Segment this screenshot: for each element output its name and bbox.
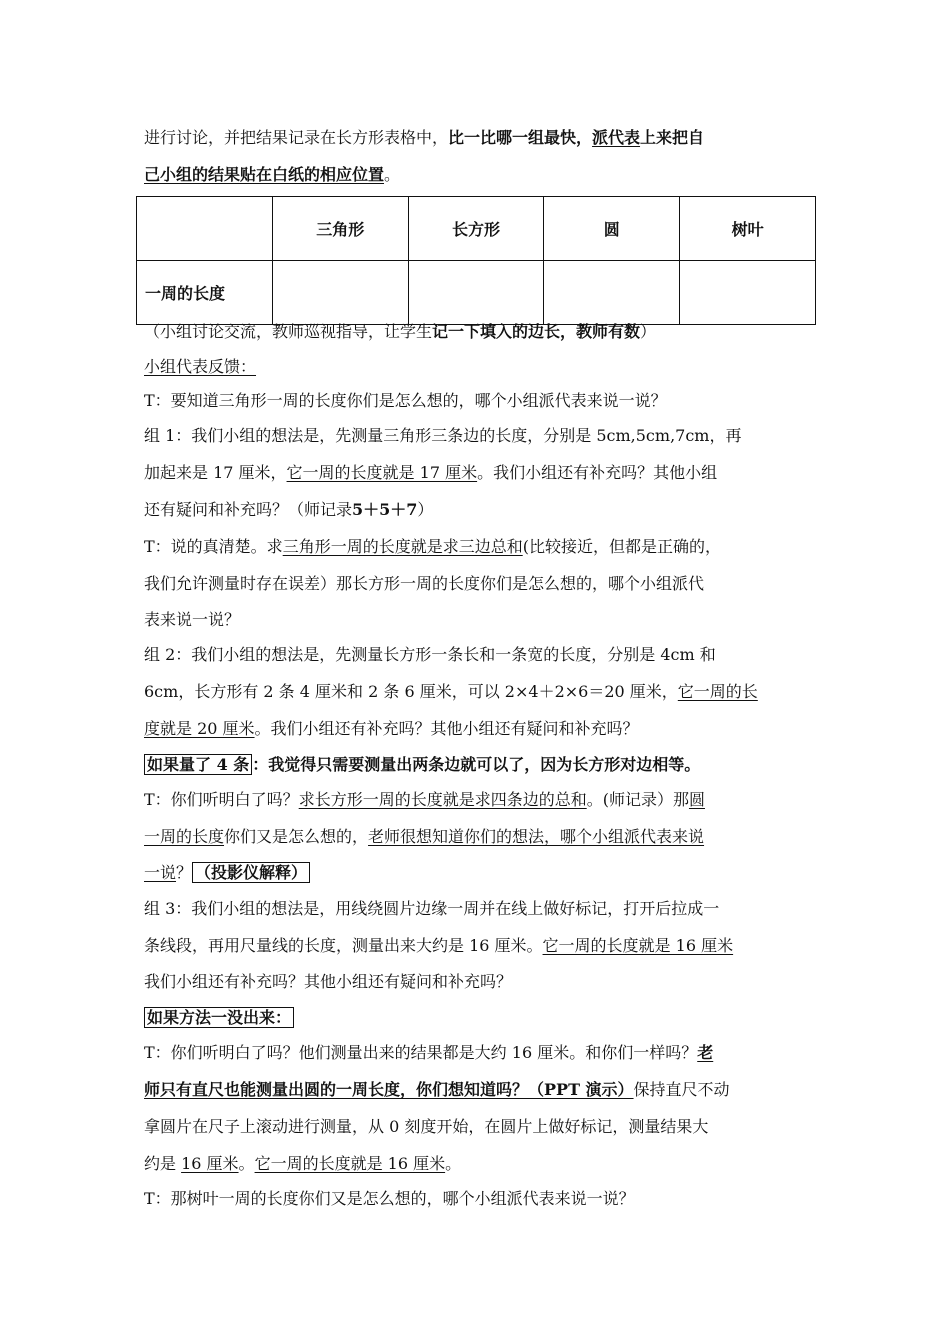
no-method-box: 如果方法一没出来： xyxy=(144,1007,294,1028)
group2-line-3: 度就是 20 厘米。我们小组还有补充吗？其他小组还有疑问和补充吗？ xyxy=(144,719,639,738)
table-header-cell: 三角形 xyxy=(272,197,408,261)
group1-line-1: 组 1：我们小组的想法是，先测量三角形三条边的长度，分别是 5cm,5cm,7cm，再 xyxy=(144,426,742,445)
group3-line-2: 条线段，再用尺量线的长度，测量出来大约是 16 厘米。它一周的长度就是 16 厘米 xyxy=(144,936,734,955)
teacher4-line-2: 师只有直尺也能测量出圆的一周长度，你们想知道吗？（PPT 演示）保持直尺不动 xyxy=(144,1080,730,1099)
teacher3-line-2: 一周的长度你们又是怎么想的，老师很想知道你们的想法，哪个小组派代表来说 xyxy=(144,827,705,846)
table-cell xyxy=(272,261,408,325)
table-row xyxy=(137,261,816,325)
paragraph-t1: T：要知道三角形一周的长度你们是怎么想的，哪个小组派代表来说一说？ xyxy=(144,391,667,410)
no-method-line xyxy=(144,1008,294,1028)
teacher2-line-2: 我们允许测量时存在误差）那长方形一周的长度你们是怎么想的，哪个小组派代 xyxy=(144,574,705,593)
table-row-label: 一周的长度 xyxy=(137,261,273,325)
record-table xyxy=(136,196,816,325)
if-four-sides-box: 如果量了 4 条 xyxy=(144,754,252,775)
table-header-cell xyxy=(137,197,273,261)
group3-line-3: 我们小组还有补充吗？其他小组还有疑问和补充吗？ xyxy=(144,972,513,991)
table-header-cell: 圆 xyxy=(544,197,680,261)
feedback-title: 小组代表反馈： xyxy=(144,357,257,376)
table-cell xyxy=(544,261,680,325)
intro-line-2: 己小组的结果贴在白纸的相应位置。 xyxy=(144,165,401,184)
teacher2-line-3: 表来说一说？ xyxy=(144,610,241,629)
teacher4-line-4: 约是 16 厘米。它一周的长度就是 16 厘米。 xyxy=(144,1154,462,1173)
group1-line-2: 加起来是 17 厘米，它一周的长度就是 17 厘米。我们小组还有补充吗？其他小组 xyxy=(144,463,718,482)
teacher2-line-1: T：说的真清楚。求三角形一周的长度就是求三边总和(比较接近，但都是正确的， xyxy=(144,537,721,556)
teacher3-line-3: 一说？ （投影仪解释） xyxy=(144,863,310,883)
teacher5-line: T：那树叶一周的长度你们又是怎么想的，哪个小组派代表来说一说？ xyxy=(144,1189,635,1208)
group2-line-2: 6cm，长方形有 2 条 4 厘米和 2 条 6 厘米，可以 2×4＋2×6＝20 厘米，它一周的长 xyxy=(144,682,758,701)
group3-line-1: 组 3：我们小组的想法是，用线绕圆片边缘一周并在线上做好标记，打开后拉成一 xyxy=(144,899,720,918)
teacher4-line-3: 拿圆片在尺子上滚动进行测量，从 0 刻度开始，在圆片上做好标记，测量结果大 xyxy=(144,1117,709,1136)
teacher4-line-1: T：你们听明白了吗？他们测量出来的结果都是大约 16 厘米。和你们一样吗？老 xyxy=(144,1043,714,1062)
intro-line-1: 进行讨论，并把结果记录在长方形表格中，比一比哪一组最快，派代表上来把自 xyxy=(144,128,705,147)
if-four-sides-line: 如果量了 4 条 ：我觉得只需要测量出两条边就可以了，因为长方形对边相等。 xyxy=(144,755,700,775)
teacher3-line-1: T：你们听明白了吗？求长方形一周的长度就是求四条边的总和。(师记录）那圆 xyxy=(144,790,705,809)
projector-box: （投影仪解释） xyxy=(192,862,310,883)
table-cell xyxy=(680,261,816,325)
table-header-cell: 树叶 xyxy=(680,197,816,261)
table-header-cell: 长方形 xyxy=(408,197,544,261)
note-line: （小组讨论交流，教师巡视指导，让学生记一下填入的边长，教师有数） xyxy=(144,322,657,341)
group2-line-1: 组 2：我们小组的想法是，先测量长方形一条长和一条宽的长度，分别是 4cm 和 xyxy=(144,645,716,664)
table-header-row xyxy=(137,197,816,261)
table-cell xyxy=(408,261,544,325)
group1-line-3: 还有疑问和补充吗？（师记录5＋5＋7） xyxy=(144,500,434,519)
